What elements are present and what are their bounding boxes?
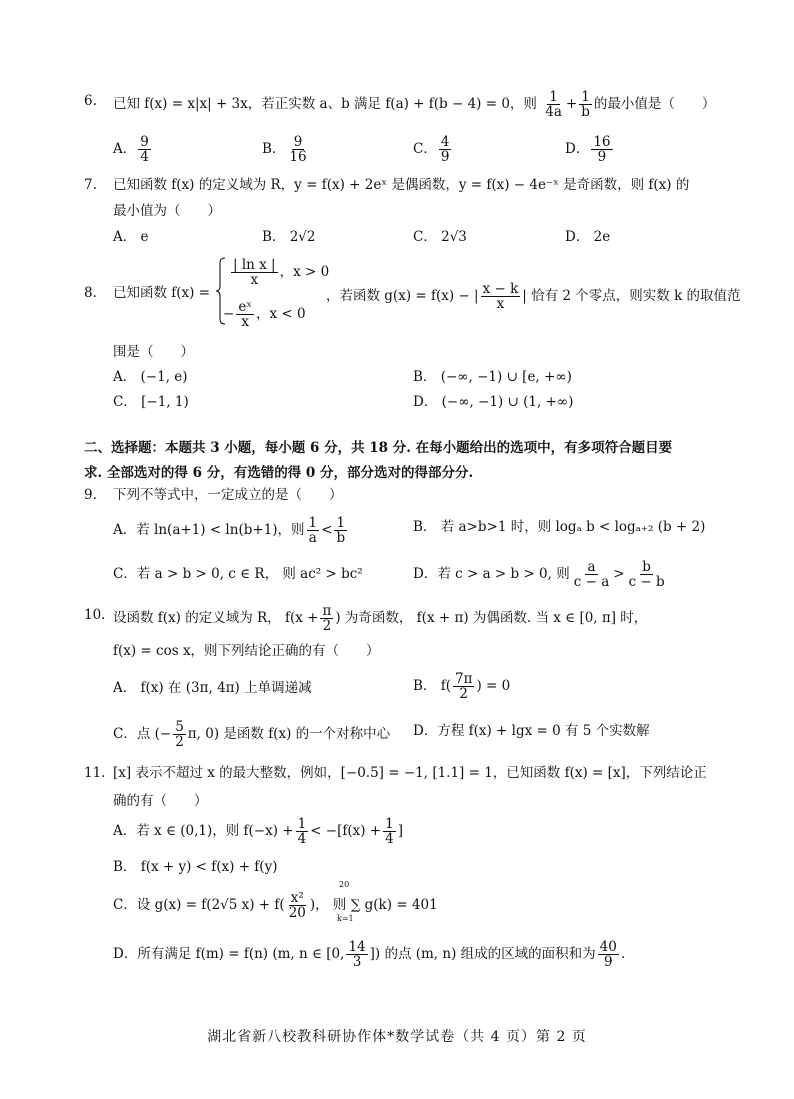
section-2-heading: 二、选择题：本题共 3 小题，每小题 6 分，共 18 分. 在每小题给出的选项中，有多项符合题目要 (84, 440, 673, 456)
q6-stem-text: 已知 f(x) = x|x| + 3x，若正实数 a、b 满足 f(a) + f(b − 4) = 0，则 (113, 96, 537, 112)
q9-option-b[interactable]: B． 若 a>b>1 时，则 logₐ b < logₐ₊₂ (b + 2) (413, 519, 706, 535)
q11-option-a[interactable]: A．若 x ∈ (0,1)，则 f(−x) + $\frac{1}{4}$ < −[f(x) + $\frac{1}{4}$ ] (113, 816, 403, 847)
q7-option-b[interactable]: B． 2√2 (262, 229, 316, 245)
q7-option-a[interactable]: A． e (113, 229, 149, 245)
q9-number: 9. (84, 487, 97, 503)
q8-pre: 已知函数 f(x) = (113, 285, 211, 301)
q8-stem-rest: ，若函数 g(x) = f(x) − | $\frac{x - k}{x}$ | 恰有 2 个零点，则实数 k 的取值范 (326, 281, 741, 312)
q6-fraction-1-over-b: $\frac{1}{b}$ (581, 89, 590, 120)
q6-stem: 已知 f(x) = x|x| + 3x，若正实数 a、b 满足 f(a) + f(b − 4) = 0，则 $\frac{1}{4a}$ + $\frac{1}{b}$ 的最小值是（ ） (113, 89, 716, 120)
q6-number: 6. (84, 93, 97, 109)
q8-number: 8. (84, 285, 97, 301)
q9-option-a[interactable]: A．若 ln(a+1) < ln(b+1)，则 $\frac{1}{a}$ < $\frac{1}{b}$ (113, 515, 346, 546)
q8-option-d[interactable]: D． (−∞, −1) ∪ (1, +∞) (413, 394, 574, 410)
q11-number: 11. (84, 765, 106, 781)
q10-line-2: f(x) = cos x，则下列结论正确的有（ ） (113, 643, 380, 659)
q10-number: 10. (84, 607, 106, 623)
q11-line-2: 确的有（ ） (113, 793, 208, 809)
q7-line-1: 已知函数 f(x) 的定义域为 R，y = f(x) + 2eˣ 是偶函数，y = f(x) − 4e⁻ˣ 是奇函数，则 f(x) 的 (113, 177, 690, 193)
page-footer: 湖北省新八校教科研协作体*数学试卷（共 4 页）第 2 页 (207, 1029, 587, 1045)
q11-option-c[interactable]: C．设 g(x) = f(2√5 x) + f( $\frac{\text{x²}}{20}$ )， 则 ∑ g(k) = 401 (113, 890, 438, 921)
q8-option-c[interactable]: C． [−1, 1) (113, 394, 189, 410)
q6-tail: 的最小值是（ ） (593, 96, 716, 112)
q11-sum-upper-limit: 20 (339, 880, 350, 889)
q10-option-a[interactable]: A． f(x) 在 (3π, 4π) 上单调递减 (113, 680, 312, 696)
q6-option-b[interactable]: B． $\frac{9}{16}$ (262, 134, 307, 165)
q8-case-2: − $\frac{\text{eˣ}}{x}$ ，x < 0 (223, 299, 306, 330)
q8-case-1: $\frac{\text{| ln x |}}{x}$ ，x > 0 (233, 257, 330, 288)
q8-line-2: 围是（ ） (113, 344, 194, 360)
q6-fraction-1-over-4a: $\frac{1}{4a}$ (545, 89, 562, 120)
q11-sum-lower-limit: k=1 (337, 914, 354, 923)
q6-option-d[interactable]: D． $\frac{16}{9}$ (565, 134, 611, 165)
q8-option-b[interactable]: B． (−∞, −1) ∪ [e, +∞) (413, 369, 572, 385)
q6-option-a[interactable]: A． $\frac{9}{4}$ (113, 134, 149, 165)
q7-option-c[interactable]: C． 2√3 (413, 229, 467, 245)
q11-option-d[interactable]: D．所有满足 f(m) = f(n) (m, n ∈ [0, $\frac{14}{3}$ ]) 的点 (m, n) 组成的区域的面积和为 $\frac{40}{9}$ . (113, 939, 626, 970)
q7-line-2: 最小值为（ ） (113, 203, 221, 219)
q9-option-d[interactable]: D．若 c > a > b > 0, 则 $\frac{a}{c - a}$ > $\frac{b}{c - b}$ (413, 559, 665, 590)
q11-line-1: [x] 表示不超过 x 的最大整数，例如，[−0.5] = −1, [1.1] = 1，已知函数 f(x) = [x]，下列结论正 (113, 765, 707, 781)
q10-option-b[interactable]: B． f( $\frac{7\pi}{2}$ ) = 0 (413, 671, 511, 702)
q10-option-d[interactable]: D．方程 f(x) + lgx = 0 有 5 个实数解 (413, 723, 650, 739)
q7-option-d[interactable]: D． 2e (565, 229, 611, 245)
q8-option-a[interactable]: A． (−1, e) (113, 369, 188, 385)
q10-option-c[interactable]: C．点 (− $\frac{5}{2}$ π, 0) 是函数 f(x) 的一个对称中心 (113, 719, 391, 750)
q6-option-c[interactable]: C． $\frac{4}{9}$ (413, 134, 450, 165)
q8-fraction-x-minus-k: $\frac{x - k}{x}$ (482, 281, 519, 312)
q7-number: 7. (84, 177, 97, 193)
q9-stem: 下列不等式中，一定成立的是（ ） (113, 487, 343, 503)
q9-option-c[interactable]: C．若 a > b > 0, c ∈ R， 则 ac² > bc² (113, 566, 363, 582)
q11-option-b[interactable]: B． f(x + y) < f(x) + f(y) (113, 859, 278, 875)
section-2-instructions: 求. 全部选对的得 6 分，有选错的得 0 分，部分选对的得部分分. (84, 465, 474, 481)
q10-stem: 设函数 f(x) 的定义域为 R， f(x + $\frac{\pi}{2}$ ) 为奇函数， f(x + π) 为偶函数. 当 x ∈ [0, π] 时， (113, 603, 648, 634)
